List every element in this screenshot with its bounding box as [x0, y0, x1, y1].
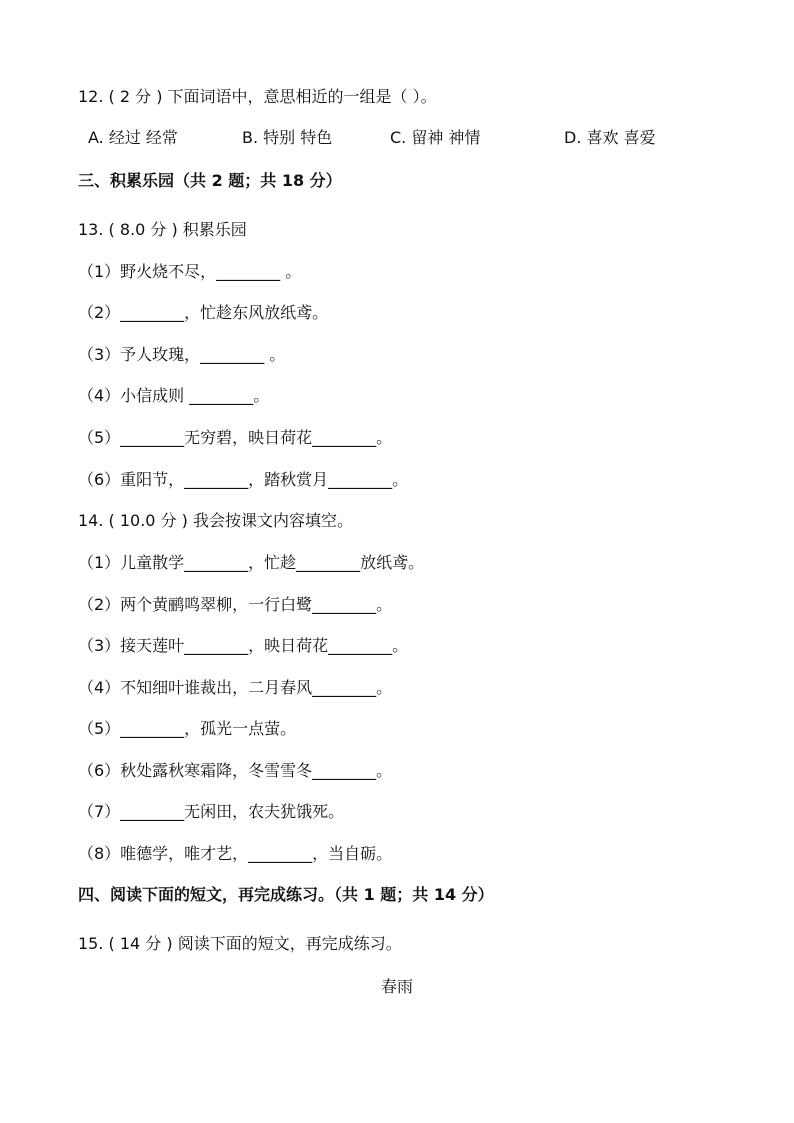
option-a: A. 经过 经常 — [88, 128, 178, 147]
option-b: B. 特别 特色 — [242, 128, 333, 147]
question-13: 13. ( 8.0 分 ) 积累乐园 — [78, 220, 247, 239]
question-12-options — [88, 127, 708, 149]
question-13-item-3: （3）予人玫瑰，________ 。 — [78, 345, 286, 364]
question-12: 12. ( 2 分 ) 下面词语中，意思相近的一组是（ ）。 — [78, 87, 437, 106]
question-13-item-5: （5）________无穷碧，映日荷花________。 — [78, 428, 393, 447]
question-13-item-4: （4）小信成则 ________。 — [78, 386, 270, 405]
question-14-item-2: （2）两个黄鹂鸣翠柳，一行白鹭________。 — [78, 595, 393, 614]
question-14-item-1: （1）儿童散学________，忙趁________放纸鸢。 — [78, 553, 425, 572]
question-14-item-7: （7）________无闲田，农夫犹饿死。 — [78, 802, 345, 821]
question-13-item-1: （1）野火烧不尽，________ 。 — [78, 262, 302, 281]
question-14-item-3: （3）接天莲叶________，映日荷花________。 — [78, 636, 409, 655]
question-14-item-6: （6）秋处露秋寒霜降，冬雪雪冬________。 — [78, 761, 393, 780]
passage-title: 春雨 — [380, 977, 413, 996]
option-d: D. 喜欢 喜爱 — [564, 128, 656, 147]
question-14-item-8: （8）唯德学，唯才艺，________，当自砺。 — [78, 844, 393, 863]
question-15: 15. ( 14 分 ) 阅读下面的短文，再完成练习。 — [78, 934, 402, 953]
question-13-item-2: （2）________，忙趁东风放纸鸢。 — [78, 303, 329, 322]
question-14-item-4: （4）不知细叶谁裁出，二月春风________。 — [78, 678, 393, 697]
section-3-heading: 三、积累乐园（共 2 题；共 18 分） — [78, 171, 342, 190]
question-14-item-5: （5）________，孤光一点萤。 — [78, 719, 297, 738]
option-c: C. 留神 神情 — [390, 128, 481, 147]
question-13-item-6: （6）重阳节，________，踏秋赏月________。 — [78, 470, 409, 489]
section-4-heading: 四、阅读下面的短文，再完成练习。（共 1 题；共 14 分） — [78, 885, 494, 904]
question-14: 14. ( 10.0 分 ) 我会按课文内容填空。 — [78, 511, 353, 530]
